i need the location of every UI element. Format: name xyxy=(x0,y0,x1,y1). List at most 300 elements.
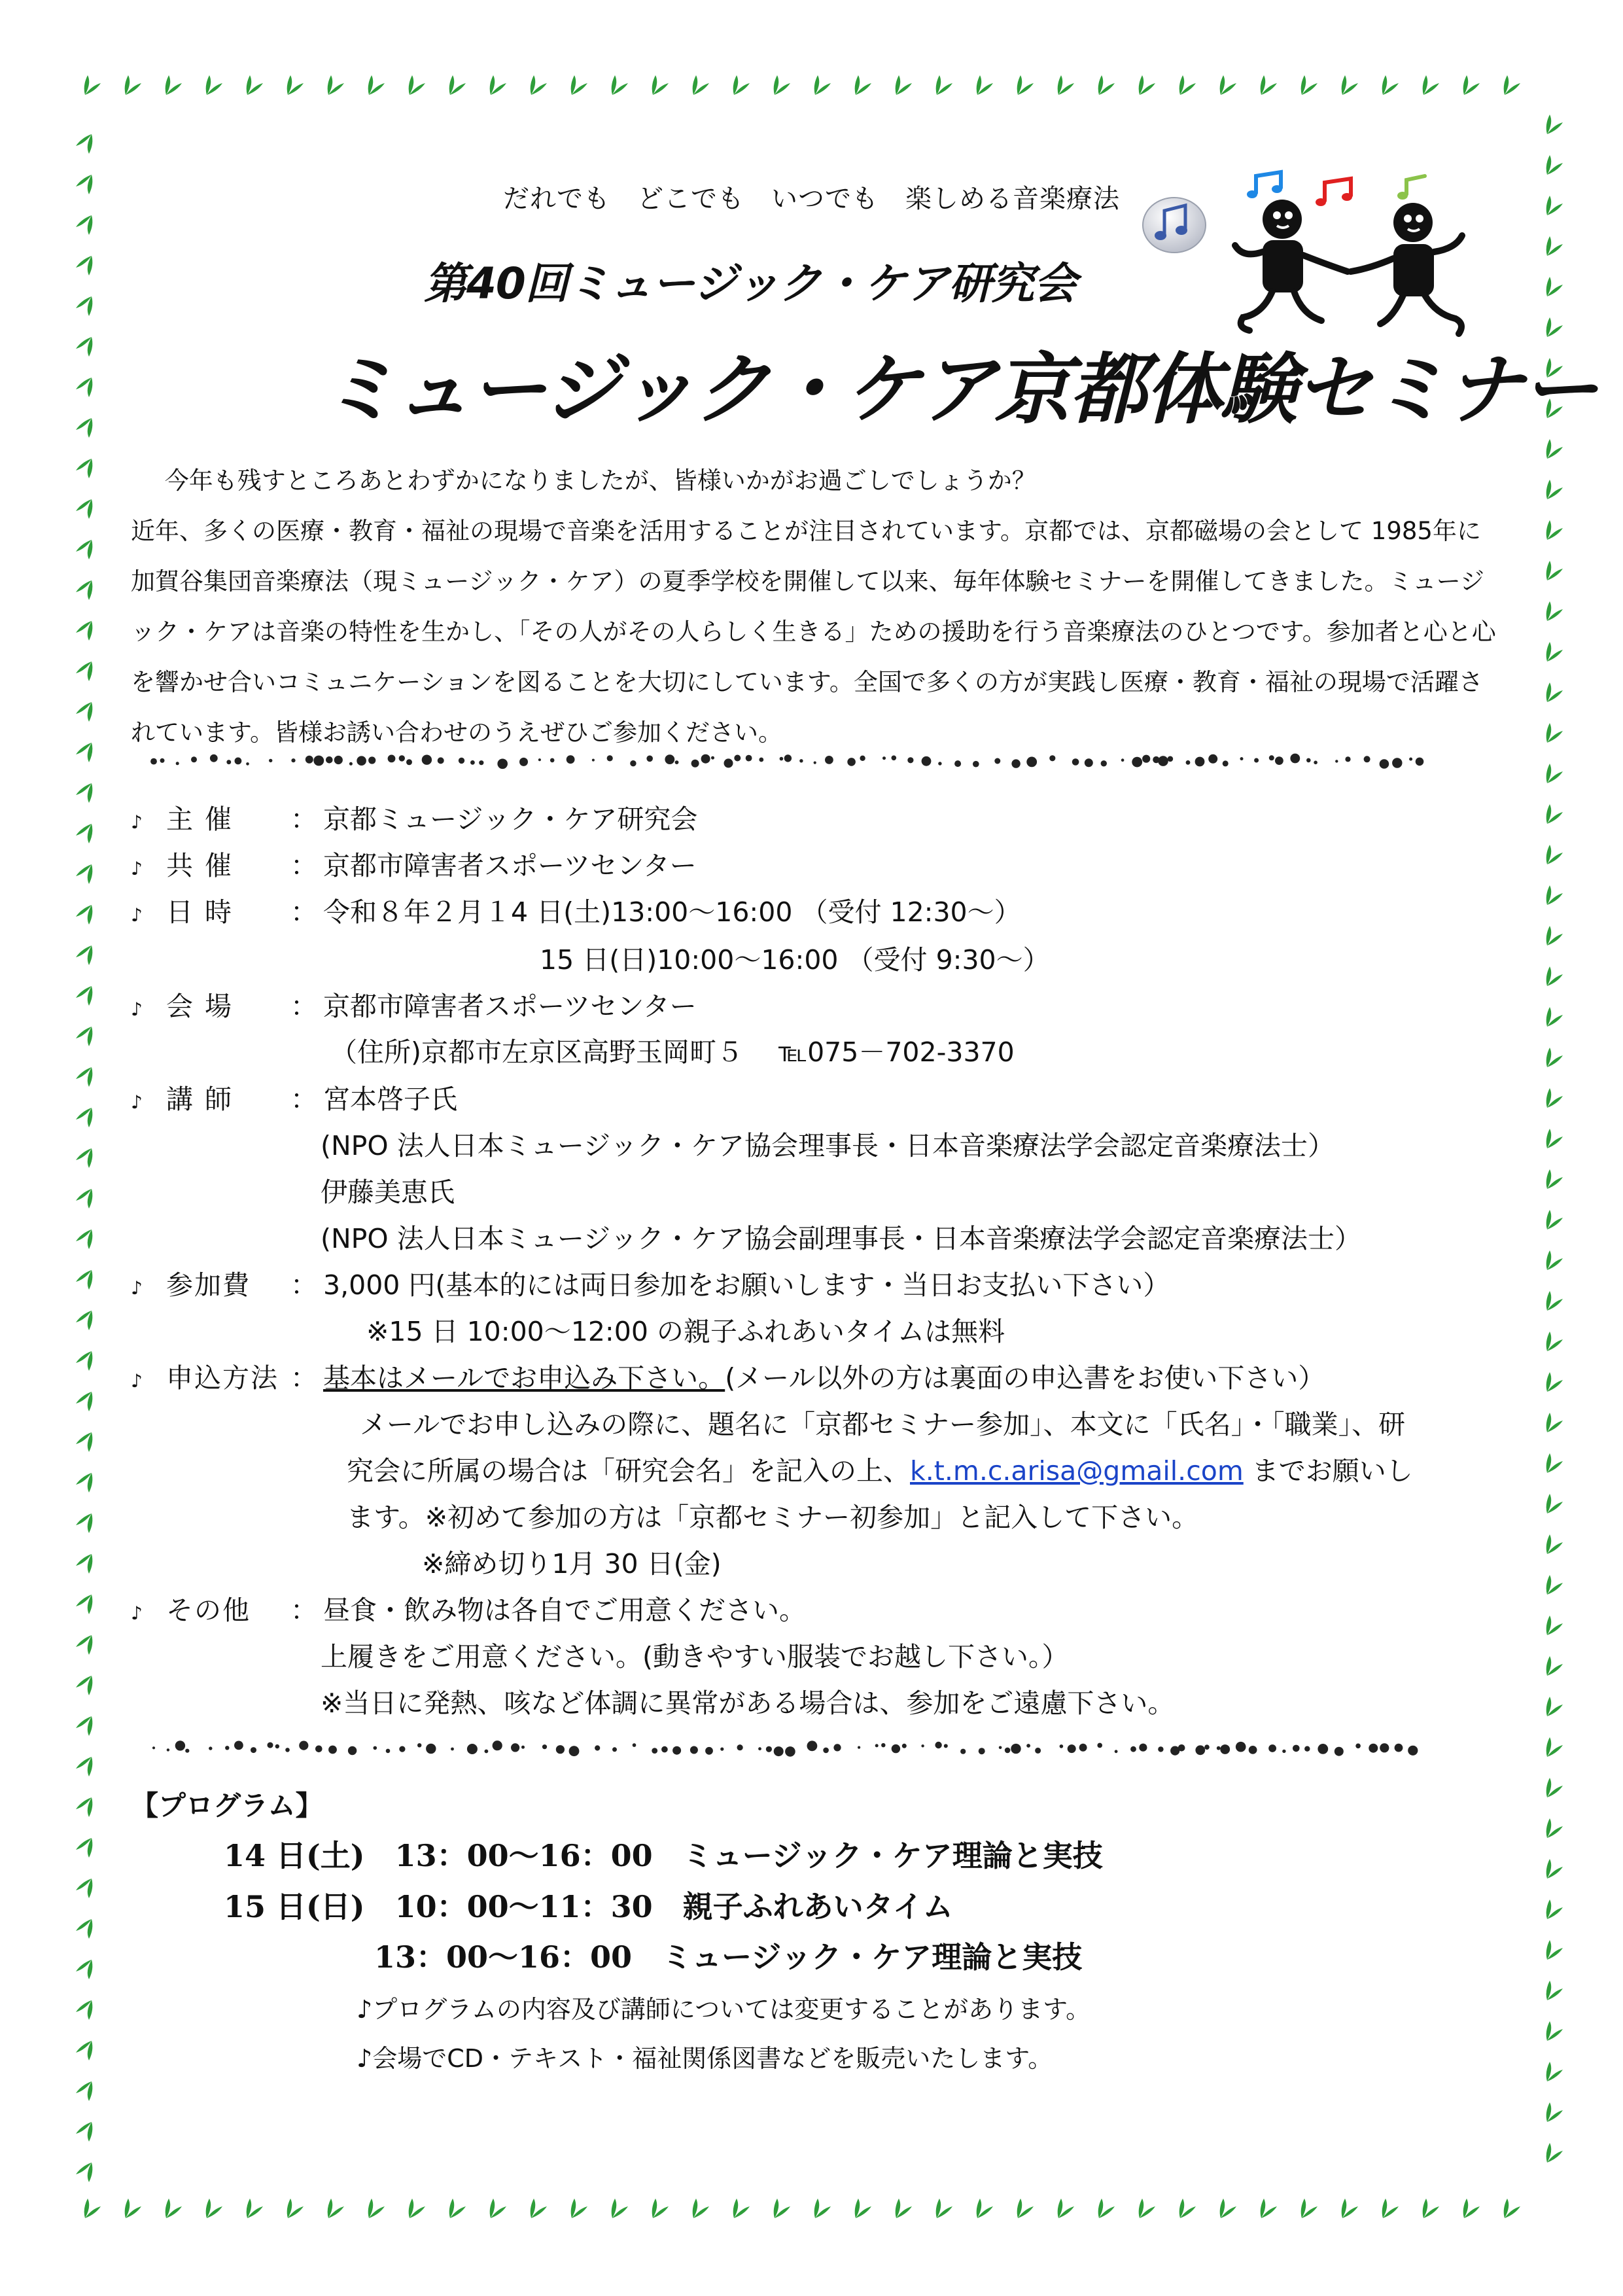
leaf-ornament xyxy=(1546,1453,1563,1473)
separator-dot xyxy=(646,756,653,762)
colon: ： xyxy=(290,1362,317,1394)
leaf-ornament xyxy=(76,1879,92,1898)
separator-dot xyxy=(1380,1743,1389,1752)
leaf-ornament xyxy=(1546,601,1563,621)
music-bullet-icon: ♪ xyxy=(131,811,143,833)
leaf-ornament xyxy=(449,75,466,95)
separator-dot xyxy=(334,756,343,764)
leaf-ornament xyxy=(977,2199,993,2218)
separator-dot xyxy=(1293,1745,1300,1752)
separator-dot xyxy=(226,760,231,764)
leaf-ornament xyxy=(76,1838,92,1858)
leaf-ornament xyxy=(1546,1940,1563,1960)
separator-dot xyxy=(1236,1742,1246,1752)
leaf-ornament xyxy=(1546,1372,1563,1392)
separator-dot xyxy=(944,1744,948,1748)
separator-dot xyxy=(406,759,412,765)
leaf-ornament xyxy=(1546,1210,1563,1229)
leaf-ornament xyxy=(76,1554,92,1574)
intro-greeting: 今年も残すところあとわずかになりましたが、皆様いかがお過ごしでしょうか？ xyxy=(164,467,1036,495)
leaf-ornament xyxy=(76,986,92,1006)
program-day2b-item: ミュージック・ケア理論と実技 xyxy=(662,1939,1083,1975)
separator-dot xyxy=(368,756,375,764)
separator-dot xyxy=(1290,754,1300,764)
leaf-ornament xyxy=(409,75,425,95)
datetime-day2: 15 日(日)10:00～16:00 （受付 9:30～） xyxy=(540,944,1050,976)
separator-dot xyxy=(246,762,249,766)
leaf-ornament xyxy=(1301,2199,1318,2218)
apply-value-main: 基本はメールでお申込み下さい。 xyxy=(323,1362,725,1394)
separator-dot xyxy=(328,1746,337,1754)
leaf-ornament xyxy=(76,215,92,235)
tagline: だれでも どこでも いつでも 楽しめる音楽療法 xyxy=(503,184,1120,214)
leaf-ornament xyxy=(1546,155,1563,175)
separator-dot xyxy=(595,1745,600,1750)
leaf-ornament xyxy=(76,2081,92,2101)
leaf-ornament xyxy=(84,75,101,95)
separator-dot xyxy=(399,755,405,761)
separator-dot xyxy=(833,1744,841,1751)
leaf-ornament xyxy=(247,2199,263,2218)
leaf-ornament xyxy=(1139,75,1155,95)
leaf-ornament xyxy=(1546,926,1563,945)
separator-dot xyxy=(1101,760,1107,766)
leaf-ornament xyxy=(490,2199,506,2218)
separator-dot xyxy=(1132,757,1142,768)
leaf-ornament xyxy=(76,1797,92,1817)
leaf-ornament xyxy=(1261,2199,1277,2218)
separator-dot xyxy=(875,1744,879,1747)
leaf-ornament xyxy=(76,864,92,884)
separator-dot xyxy=(399,1746,405,1752)
separator-dot xyxy=(315,1746,323,1753)
program-day2b-time: 13：00～16：00 xyxy=(374,1939,633,1975)
leaf-ornament xyxy=(1546,236,1563,256)
leaf-ornament xyxy=(1423,75,1439,95)
leaf-ornament xyxy=(855,75,871,95)
separator-dot xyxy=(569,1746,580,1756)
separator-dot xyxy=(556,1745,565,1754)
leaf-ornament xyxy=(1546,1737,1563,1757)
leaf-ornament xyxy=(1546,115,1563,134)
leaf-ornament xyxy=(1546,804,1563,824)
fee-row xyxy=(131,1265,1170,1305)
leaf-ornament xyxy=(328,75,344,95)
separator-dot xyxy=(780,757,784,761)
leaf-ornament xyxy=(1179,75,1196,95)
leaf-ornament xyxy=(1017,75,1034,95)
separator-dot xyxy=(275,1744,279,1748)
separator-dot xyxy=(459,758,464,764)
separator-dot xyxy=(417,1743,421,1747)
leaf-ornament xyxy=(1546,885,1563,905)
leaf-ornament xyxy=(125,75,141,95)
separator-dot xyxy=(493,1740,502,1750)
leaf-ornament xyxy=(76,702,92,722)
separator-dot xyxy=(1409,758,1412,761)
music-bullet-icon: ♪ xyxy=(131,858,143,879)
leaf-ornament xyxy=(774,75,790,95)
intro-body: 近年、多くの医療・教育・福祉の現場で音楽を活用することが注目されています。京都では、京都磁場の会として 1985年に加賀谷集団音楽療法（現ミュージック・ケア）の夏季学校を開催して以来、毎年体験セミナーを開催してきました。ミュージック・ケアは音楽の特性を生かし、「その人がその人らしく生きる」ための援助を行う音楽療法のひとつです。参加者と心と心を響かせ合いコミュニケーションを図ることを大切にしています。全国で多くの方が実践し医療・教育・福祉の現場で活躍されています。皆様お誘い合わせのうえぜひご参加ください。 xyxy=(131,517,1496,747)
separator-dot xyxy=(1416,758,1424,766)
leaf-ornament xyxy=(1546,1007,1563,1027)
separator-dot xyxy=(1335,1747,1344,1756)
leaf-ornament xyxy=(1098,75,1115,95)
email-link[interactable]: k.t.m.c.arisa@gmail.com xyxy=(910,1455,1244,1487)
separator-dot xyxy=(847,758,856,766)
leaf-ornament xyxy=(76,1189,92,1209)
separator-dot xyxy=(497,759,508,769)
separator-dot xyxy=(705,1747,713,1755)
separator-dot xyxy=(1068,1744,1076,1753)
leaf-ornament xyxy=(1139,2199,1155,2218)
separator-dot xyxy=(299,1741,308,1750)
program-note-2: ♪会場でCD・テキスト・福祉関係図書などを販売いたします。 xyxy=(357,2044,1053,2073)
leaf-ornament xyxy=(76,743,92,762)
leaf-ornament xyxy=(571,2199,587,2218)
separator-dot xyxy=(892,756,897,761)
lecturer-role-1: (NPO 法人日本ミュージック・ケア協会理事長・日本音楽療法学会認定音楽療法士） xyxy=(321,1130,1335,1161)
separator-dot xyxy=(759,758,763,762)
leaf-ornament xyxy=(125,2199,141,2218)
separator-dot xyxy=(1254,758,1259,763)
leaf-ornament xyxy=(76,2122,92,2142)
separator-dot xyxy=(979,1748,985,1754)
leaf-ornament xyxy=(76,1595,92,1614)
leaf-ornament xyxy=(76,1027,92,1046)
separator-dot xyxy=(935,1742,941,1748)
leaf-ornament xyxy=(896,75,912,95)
leaf-ornament xyxy=(652,2199,669,2218)
leaf-ornament xyxy=(1463,75,1480,95)
separator-dot xyxy=(538,758,541,761)
separator-dot xyxy=(1097,1743,1102,1748)
separator-dot xyxy=(451,1748,454,1751)
leaf-ornament xyxy=(1546,845,1563,864)
leaf-ornament xyxy=(247,75,263,95)
leaf-ornament xyxy=(1546,1575,1563,1595)
separator-dot xyxy=(1355,1744,1361,1749)
apply-instructions-1: メールでお申し込みの際に、題名に「京都セミナー参加」、本文に「氏名」・「職業」、研 xyxy=(360,1409,1406,1440)
leaf-ornament xyxy=(76,1919,92,1939)
separator-dot xyxy=(1204,1744,1210,1750)
separator-dot xyxy=(825,756,833,764)
leaf-ornament xyxy=(76,1635,92,1655)
separator-dot xyxy=(921,1744,924,1747)
separator-dot xyxy=(785,1746,795,1757)
leaf-ornament xyxy=(206,75,222,95)
other-label: その他 xyxy=(166,1595,251,1626)
leaf-ornament xyxy=(1017,2199,1034,2218)
separator-dot xyxy=(724,758,733,768)
fee-label: 参加費 xyxy=(166,1269,251,1301)
leaf-ornament xyxy=(76,1148,92,1168)
cosponsor-row xyxy=(131,846,697,885)
leaf-ornament xyxy=(76,337,92,357)
separator-dot xyxy=(234,1741,243,1750)
leaf-ornament xyxy=(76,1351,92,1371)
leaf-ornament xyxy=(1546,1778,1563,1797)
leaf-ornament xyxy=(76,662,92,681)
separator-dot xyxy=(1072,758,1079,766)
dotted-separator-top xyxy=(150,750,1433,772)
dotted-separator-bottom xyxy=(150,1737,1433,1759)
leaf-ornament xyxy=(1301,75,1318,95)
fee-note: ※15 日 10:00～12:00 の親子ふれあいタイムは無料 xyxy=(366,1316,1005,1347)
leaf-ornament xyxy=(76,134,92,154)
leaf-ornament xyxy=(76,1108,92,1127)
leaf-ornament xyxy=(1546,2062,1563,2081)
datetime-day1: 令和８年２月１4 日(土)13:00～16:00 （受付 12:30～） xyxy=(323,896,1021,928)
leaf-ornament xyxy=(328,2199,344,2218)
leaf-ornament xyxy=(1546,1697,1563,1716)
lecturer-name-2: 伊藤美恵氏 xyxy=(321,1176,455,1208)
separator-dot xyxy=(807,1740,818,1751)
program-day1 xyxy=(224,1832,1103,1875)
separator-dot xyxy=(1380,759,1389,769)
separator-dot xyxy=(1060,1744,1064,1748)
event-title: ミュージック・ケア京都体験セミナー xyxy=(321,344,1597,434)
leaf-ornament xyxy=(531,75,547,95)
leaf-ornament xyxy=(76,1392,92,1411)
music-note-icon xyxy=(1138,191,1210,259)
separator-dot xyxy=(1314,761,1318,765)
separator-dot xyxy=(1035,1748,1041,1754)
intro-text xyxy=(131,455,1498,758)
leaf-ornament xyxy=(287,75,304,95)
other-row xyxy=(131,1591,806,1630)
leaf-ornament xyxy=(612,75,628,95)
leaf-ornament xyxy=(76,1067,92,1087)
leaf-ornament xyxy=(76,945,92,965)
separator-dot xyxy=(630,760,636,766)
separator-dot xyxy=(175,1740,185,1750)
leaf-ornament xyxy=(1546,1616,1563,1635)
leaf-ornament xyxy=(1546,682,1563,702)
separator-dot xyxy=(485,1750,489,1754)
leaf-ornament xyxy=(76,1311,92,1330)
venue-label: 会場 xyxy=(166,991,243,1022)
leaf-ornament xyxy=(76,540,92,559)
colon: ： xyxy=(290,1595,317,1626)
lecturer-name-1: 宮本啓子氏 xyxy=(323,1084,457,1115)
leaf-ornament xyxy=(733,2199,750,2218)
leaf-ornament xyxy=(531,2199,547,2218)
leaf-ornament xyxy=(571,75,587,95)
organizer-value: 京都ミュージック・ケア研究会 xyxy=(323,804,698,835)
leaf-ornament xyxy=(1546,480,1563,499)
leaf-ornament xyxy=(1261,75,1277,95)
lecturer-role-2: (NPO 法人日本ミュージック・ケア協会副理事長・日本音楽療法学会認定音楽療法士） xyxy=(321,1223,1362,1254)
leaf-ornament xyxy=(1546,2143,1563,2163)
separator-dot xyxy=(210,754,218,762)
leaf-ornament xyxy=(76,378,92,397)
organizer-label: 主催 xyxy=(166,804,243,835)
separator-dot xyxy=(711,756,714,760)
separator-dot xyxy=(1168,756,1174,762)
separator-dot xyxy=(1178,1744,1185,1752)
separator-dot xyxy=(567,755,575,764)
apply-label: 申込方法 xyxy=(166,1362,279,1394)
venue-value: 京都市障害者スポーツセンター xyxy=(323,991,697,1022)
leaf-ornament xyxy=(1546,1169,1563,1189)
leaf-ornament xyxy=(1546,723,1563,743)
separator-dot xyxy=(479,760,483,765)
separator-dot xyxy=(152,1746,155,1749)
colon: ： xyxy=(290,804,317,835)
colon: ： xyxy=(290,1269,317,1301)
separator-dot xyxy=(675,760,679,764)
leaf-ornament xyxy=(1342,75,1358,95)
separator-dot xyxy=(1240,757,1244,760)
program-day2-afternoon xyxy=(374,1934,1082,1977)
lecturer-label: 講師 xyxy=(166,1084,243,1115)
leaf-ornament xyxy=(936,2199,952,2218)
separator-dot xyxy=(542,1744,547,1749)
separator-dot xyxy=(176,762,179,765)
apply-instructions-3: ます。※初めて参加の方は「京都セミナー初参加」と記入して下さい。 xyxy=(347,1502,1199,1533)
leaf-ornament xyxy=(936,75,952,95)
separator-dot xyxy=(938,762,941,765)
separator-dot xyxy=(150,758,157,765)
separator-dot xyxy=(1269,755,1274,760)
leaf-ornament xyxy=(1546,966,1563,986)
separator-dot xyxy=(720,1748,724,1751)
separator-dot xyxy=(902,1744,907,1748)
separator-dot xyxy=(892,1744,900,1753)
dancing-figures-illustration xyxy=(1217,167,1498,346)
separator-dot xyxy=(1026,1744,1030,1748)
separator-dot xyxy=(652,1748,657,1754)
leaf-ornament xyxy=(814,2199,831,2218)
apply-instructions-tail: までお願いし xyxy=(1243,1455,1413,1487)
leaf-ornament xyxy=(76,824,92,843)
separator-dot xyxy=(1408,1746,1418,1756)
colon: ： xyxy=(290,850,317,881)
leaf-ornament xyxy=(76,1229,92,1249)
separator-dot xyxy=(858,1746,860,1749)
leaf-ornament xyxy=(1179,2199,1196,2218)
separator-dot xyxy=(209,1746,212,1750)
separator-dot xyxy=(607,755,613,761)
apply-instructions-text: 究会に所属の場合は「研究会名」を記入の上、 xyxy=(347,1455,910,1487)
leaf-ornament xyxy=(1058,2199,1074,2218)
separator-dot xyxy=(737,1744,743,1750)
separator-dot xyxy=(438,757,444,764)
program-day2 xyxy=(224,1883,953,1926)
separator-dot xyxy=(519,758,528,766)
separator-dot xyxy=(672,1746,681,1755)
apply-deadline: ※締め切り1月 30 日(金) xyxy=(422,1548,722,1580)
leaf-ornament xyxy=(1504,75,1520,95)
separator-dot xyxy=(467,1744,478,1754)
datetime-row xyxy=(131,892,1021,932)
separator-dot xyxy=(1195,1745,1205,1755)
separator-dot xyxy=(386,1749,391,1754)
separator-dot xyxy=(470,760,475,765)
separator-dot xyxy=(1049,755,1055,761)
program-note-1: ♪プログラムの内容及び講師については変更することがあります。 xyxy=(357,1995,1091,2024)
separator-dot xyxy=(661,1746,668,1753)
colon: ： xyxy=(290,1084,317,1115)
separator-dot xyxy=(426,1744,436,1754)
separator-dot xyxy=(185,1749,189,1753)
leaf-ornament xyxy=(1546,1859,1563,1879)
separator-dot xyxy=(612,1747,617,1752)
music-bullet-icon: ♪ xyxy=(131,1370,143,1392)
separator-dot xyxy=(1115,1750,1118,1753)
separator-dot xyxy=(225,1746,229,1750)
organizer-row xyxy=(131,800,697,839)
separator-dot xyxy=(734,755,741,762)
leaf-ornament xyxy=(1546,561,1563,580)
leaf-ornament xyxy=(1220,2199,1236,2218)
venue-address: （住所)京都市左京区高野玉岡町５ ℡075－702-3370 xyxy=(330,1036,1015,1068)
leaf-ornament xyxy=(1382,2199,1399,2218)
separator-dot xyxy=(1318,1744,1328,1754)
separator-dot xyxy=(994,758,1000,764)
separator-dot xyxy=(1158,756,1168,766)
separator-dot xyxy=(1005,1748,1011,1754)
separator-dot xyxy=(291,758,295,762)
other-line-1: 昼食・飲み物は各自でご用意ください。 xyxy=(323,1595,806,1626)
separator-dot xyxy=(1130,1746,1136,1752)
separator-dot xyxy=(167,1748,169,1751)
separator-dot xyxy=(592,759,595,762)
leaf-ornament xyxy=(490,75,506,95)
leaf-ornament xyxy=(76,256,92,275)
separator-dot xyxy=(922,756,932,766)
leaf-ornament xyxy=(977,75,993,95)
leaf-ornament xyxy=(1098,2199,1115,2218)
leaf-ornament xyxy=(1546,1048,1563,1067)
separator-dot xyxy=(251,1747,256,1753)
leaf-ornament xyxy=(1546,1534,1563,1554)
apply-instructions-2 xyxy=(347,1451,1413,1491)
leaf-ornament xyxy=(733,75,750,95)
leaf-ornament xyxy=(1546,642,1563,662)
separator-dot xyxy=(1220,1744,1230,1754)
leaf-ornament xyxy=(76,1676,92,1695)
music-bullet-icon: ♪ xyxy=(131,1277,143,1299)
leaf-ornament xyxy=(1546,1413,1563,1432)
leaf-ornament xyxy=(1220,75,1236,95)
music-bullet-icon: ♪ xyxy=(131,1602,143,1624)
leaf-ornament xyxy=(76,1513,92,1533)
separator-dot xyxy=(746,755,752,762)
separator-dot xyxy=(814,762,816,764)
leaf-ornament xyxy=(1546,1332,1563,1351)
separator-dot xyxy=(1186,760,1191,765)
leaf-ornament xyxy=(855,2199,871,2218)
separator-dot xyxy=(1223,760,1229,766)
leaf-ornament xyxy=(1423,2199,1439,2218)
datetime-label: 日時 xyxy=(166,896,243,928)
separator-dot xyxy=(1249,1746,1257,1754)
colon: ： xyxy=(290,896,317,928)
program-heading: 【プログラム】 xyxy=(131,1790,323,1822)
leaf-ornament xyxy=(166,75,182,95)
leaf-ornament xyxy=(612,2199,628,2218)
separator-dot xyxy=(313,756,324,766)
separator-dot xyxy=(1011,1744,1021,1754)
music-bullet-icon: ♪ xyxy=(131,1091,143,1113)
leaf-ornament xyxy=(76,621,92,641)
leaf-ornament xyxy=(76,499,92,519)
separator-dot xyxy=(1217,1746,1221,1750)
leaf-ornament xyxy=(1546,277,1563,296)
separator-dot xyxy=(1079,1744,1087,1752)
